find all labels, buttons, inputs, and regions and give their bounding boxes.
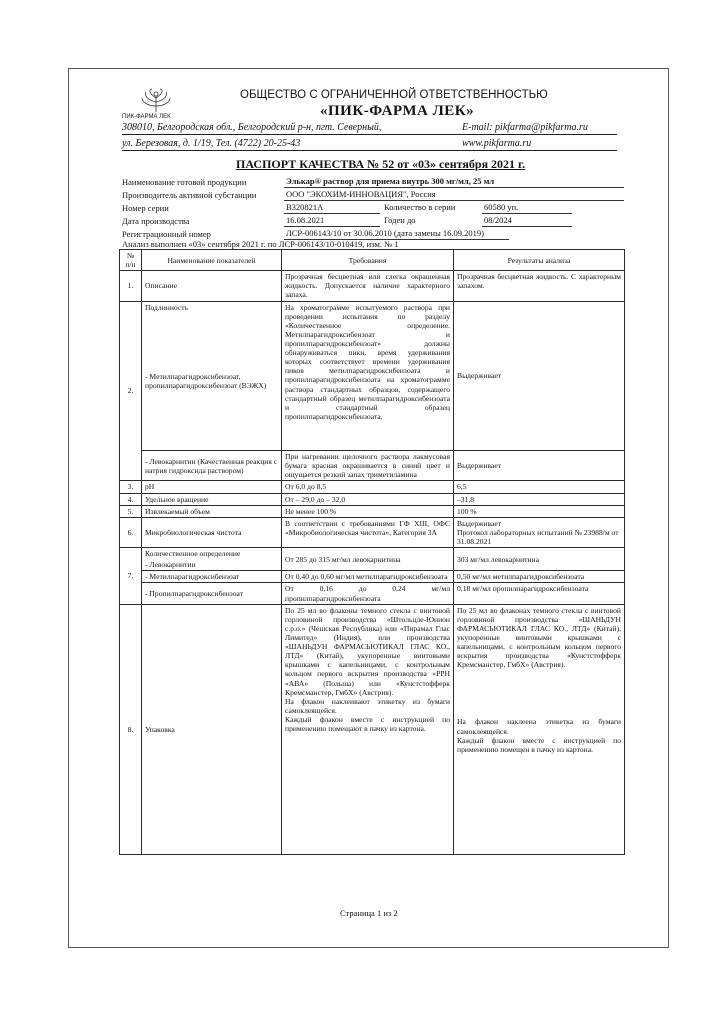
series-value: B320821A	[286, 202, 324, 212]
field-underline	[284, 187, 624, 188]
requirement-text: Прозрачная бесцветная или слегка окрашенная жидкость. Допускается наличие характерного запаха.	[282, 271, 454, 301]
table-row-assay-title	[120, 548, 625, 560]
row-number: 4.	[120, 493, 142, 505]
manufacturer-label: Производитель активной субстанции	[122, 190, 257, 200]
company-type: ОБЩЕСТВО С ОГРАНИЧЕННОЙ ОТВЕТСТВЕННОСТЬЮ	[240, 89, 548, 101]
result-text: 6,5	[454, 481, 625, 493]
result-text: Выдерживает	[454, 451, 625, 481]
registration-value: ЛСР-006143/10 от 30.06.2010 (дата замены 16.09.2019)	[286, 228, 485, 238]
indicator-name: Подлинность	[142, 301, 282, 313]
series-label: Номер серии	[122, 203, 169, 213]
requirement-text: От 0,16 до 0,24 мг/мл пропилпарагидроксибензоата	[282, 583, 454, 604]
table-row-microbiology	[120, 517, 625, 547]
result-text: –31,8	[454, 493, 625, 505]
logo-label: ПИК-ФАРМА ЛЕК	[122, 114, 171, 120]
indicator-subname: - Левокарнитин	[142, 559, 282, 571]
row-number: 5.	[120, 505, 142, 517]
indicator-name: Описание	[142, 271, 282, 301]
header-number: № п/п	[120, 250, 142, 271]
quality-table	[119, 249, 625, 855]
company-address-line2: ул. Березовая, д. 1/19, Тел. (4722) 20-25-43	[122, 138, 301, 149]
table-row-volume	[120, 505, 625, 517]
analysis-line: Анализ выполнен «03» сентября 2021 г. по ЛСР-006143/10-010419, изм. № 1	[122, 239, 399, 249]
indicator-name: Количественное определение	[142, 548, 282, 560]
requirement-text: На хроматограмме испытуемого раствора при проведении испытания по разделу «Количественное определение. Метилпарагидроксибензоат и пропилпарагидроксибензоат» должны обнаруживаться пики, время удерживания которых соответствует времени удерживания пиков метилпарагидроксибензоата и пропилпарагидроксибензоата на хроматограмме раствора стандартных образцов, содержащего стандартный образец метилпарагидроксибензоата и стандартный образец пропилпарагидроксибензоата.	[282, 301, 454, 451]
company-website: www.pikfarma.ru	[462, 138, 532, 149]
indicator-subname: - Пропилпарагидроксибензоат	[142, 583, 282, 604]
table-row-assay-methylparaben	[120, 571, 625, 583]
table-row-description	[120, 271, 625, 301]
result-text: Каждый флакон вместе с инструкцией по применению помещен в пачку из картона.	[457, 735, 621, 754]
field-underline	[284, 226, 380, 227]
page-number: Страница 1 из 2	[340, 908, 398, 918]
quantity-label: Количество в серии	[384, 202, 456, 212]
indicator-name: Упаковка	[142, 604, 282, 854]
field-underline	[284, 213, 380, 214]
field-underline	[482, 226, 572, 227]
requirement-text: По 25 мл во флаконы темного стекла с винтовой горловиной производства «Штольцле-Юнион с.р.о.» (Чешская Республика) или «Пирамал Глас Лимитед» (Индия), или производства «ШАНЬДУН ФАРМАСЬЮТИКАЛ ГЛАС КО., ЛТД» (Китай), укупоренные винтовыми крышками с капельницами, с контрольным кольцом первого вскрытия производства «РРН «АВА» (Польша) или «Кунстстофферк Кремсманстер, ГмбХ» (Австрия).	[285, 605, 450, 697]
quantity-value: 60580 уп.	[484, 202, 519, 212]
indicator-subname: - Метилпарагидроксибензоат	[142, 571, 282, 583]
row-number: 6.	[120, 517, 142, 547]
requirement-cell	[282, 604, 454, 854]
header-results: Результаты анализа	[454, 250, 625, 271]
header-rule	[122, 150, 617, 151]
indicator-name: Извлекаемый объем	[142, 505, 282, 517]
requirement-text: В соответствии с требованиями ГФ XIII, ОФС «Микробиологическая чистота», Категория 3А	[282, 517, 454, 547]
requirement-text: Не менее 100 %	[282, 505, 454, 517]
table-header-row	[120, 250, 625, 271]
field-underline	[482, 213, 572, 214]
company-email: E-mail: pikfarma@pikfarma.ru	[462, 122, 588, 133]
requirement-text: Каждый флакон вместе с инструкцией по применению помещают в пачку из картона.	[285, 715, 450, 734]
table-row-assay-propylparaben	[120, 583, 625, 604]
indicator-subname: - Метилпарагидроксибензоат, пропилпарагидроксибензоат (ВЭЖХ)	[142, 313, 282, 451]
row-number: 7.	[120, 548, 142, 605]
result-text: Выдерживает	[457, 518, 502, 528]
table-row-ph	[120, 481, 625, 493]
company-address-line1: 308010, Белгородская обл., Белгородский р-н, пгт. Северный,	[122, 122, 382, 133]
expiry-label: Годен до	[384, 215, 416, 225]
table-row-identity-title	[120, 301, 625, 313]
indicator-subname: - Левокарнитин (Качественная реакция с натрия гидроксида раствором)	[142, 451, 282, 481]
row-number: 8.	[120, 604, 142, 854]
registration-label: Регистрационный номер	[122, 229, 211, 239]
manufacturer-value: ООО "ЭКОХИМ-ИННОВАЦИЯ", Россия	[286, 189, 436, 199]
table-row-rotation	[120, 493, 625, 505]
product-label: Наименование готовой продукции	[122, 177, 247, 187]
requirement-text: При нагревании щелочного раствора лакмусовая бумага красная окрашивается в синий цвет и ощущается резкий запах триметиламина	[282, 451, 454, 481]
document-title: ПАСПОРТ КАЧЕСТВА № 52 от «03» сентября 2021 г.	[236, 157, 526, 171]
product-value: Элькар® раствор для приема внутрь 300 мг/мл, 25 мл	[286, 176, 495, 186]
indicator-name: Микробиологическая чистота	[142, 517, 282, 547]
requirement-text: От 6,0 до 8,5	[282, 481, 454, 493]
indicator-name: Удельное вращение	[142, 493, 282, 505]
indicator-name: pH	[142, 481, 282, 493]
result-text: 0,18 мг/мл пропилпарагидроксибензоата	[454, 583, 625, 604]
row-number: 2.	[120, 301, 142, 481]
result-text: Прозрачная бесцветная жидкость. С характерным запахом.	[454, 271, 625, 301]
row-number: 1.	[120, 271, 142, 301]
result-text: 0,50 мг/мл метилпарагидроксибензоата	[454, 571, 625, 583]
table-row-packaging	[120, 604, 625, 854]
row-number: 3.	[120, 481, 142, 493]
header-indicator: Наименование показателей	[142, 250, 282, 271]
expiry-value: 08/2024	[484, 215, 512, 225]
result-text: 303 мг/мл левокарнитина	[454, 548, 625, 571]
result-text: По 25 мл во флаконах темного стекла с винтовой горловиной производства «ШАНЬДУН ФАРМАСЬЮТИКАЛ ГЛАС КО., ЛТД» (Китай), укупоренные винтовыми крышками с капельницами, с контрольным кольцом первого вскрытия производства «Кунстстофферк Кремсманстер, ГмбХ» (Австрия).	[457, 605, 621, 670]
field-underline	[284, 200, 624, 201]
header-requirements: Требования	[282, 250, 454, 271]
header-rule	[122, 134, 617, 135]
production-date-label: Дата производства	[122, 216, 190, 226]
result-text: 100 %	[454, 505, 625, 517]
result-protocol: Протокол лабораторных испытаний № 23988/м от 31.08.2021	[457, 527, 619, 547]
result-text: На флакон наклеена этикетка из бумаги самоклеящейся.	[457, 717, 621, 736]
requirement-text: От 0,40 до 0,60 мг/мл метилпарагидроксибензоата	[282, 571, 454, 583]
result-text: Выдерживает	[454, 301, 625, 451]
production-date-value: 16.08.2021	[286, 215, 325, 225]
requirement-text: От – 29,0 до – 32,0	[282, 493, 454, 505]
result-cell	[454, 604, 625, 854]
result-cell	[454, 517, 625, 547]
company-logo-icon	[138, 88, 174, 114]
company-name: «ПИК-ФАРМА ЛЕК»	[320, 103, 475, 119]
requirement-text: На флакон наклеивают этикетку из бумаги самоклеящейся.	[285, 696, 450, 715]
table-row-identity-levocarnitine	[120, 451, 625, 481]
requirement-text: От 285 до 315 мг/мл левокарнитина	[282, 548, 454, 571]
